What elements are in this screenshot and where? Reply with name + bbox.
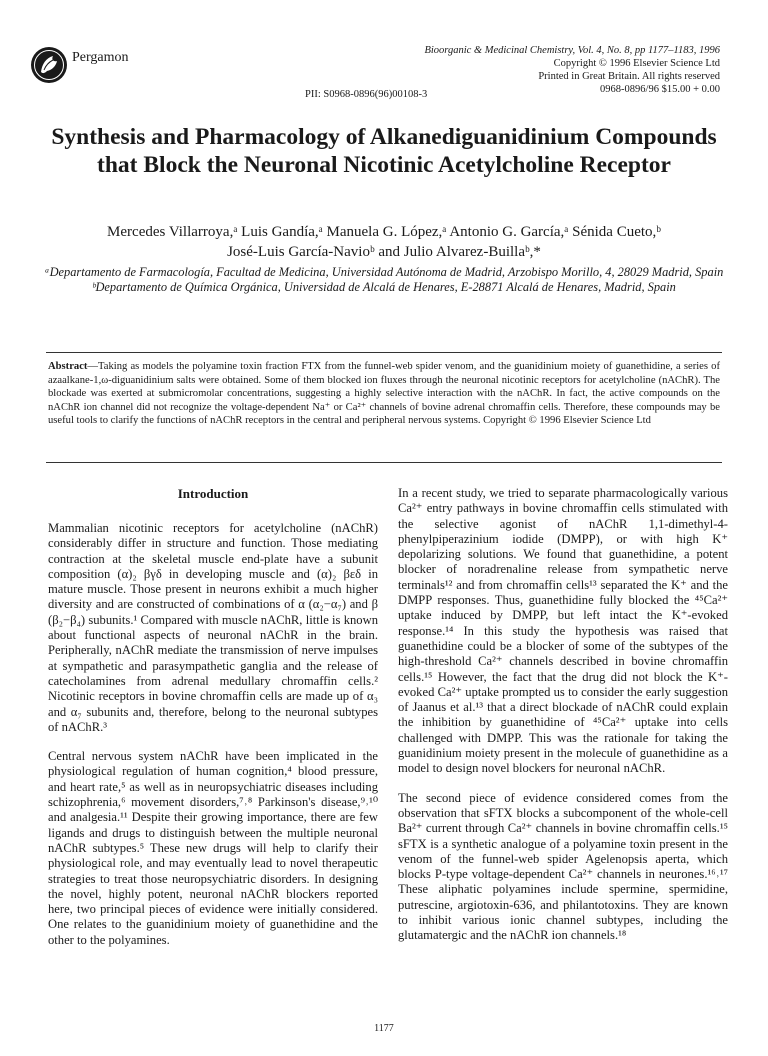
abstract-label: Abstract bbox=[48, 361, 88, 372]
abstract bbox=[48, 360, 720, 428]
publisher-name: Pergamon bbox=[72, 50, 129, 65]
page-number: 1177 bbox=[374, 1023, 394, 1034]
left-column bbox=[48, 486, 378, 962]
abstract-top-rule bbox=[46, 352, 722, 353]
affiliation-a: ᵃDepartamento de Farmacología, Facultad de Medicina, Universidad Autónoma de Madrid, Arzobispo Morillo, 4, 28029 Madrid, Spain bbox=[44, 265, 724, 279]
right-column bbox=[398, 486, 728, 958]
copyright-line: Copyright © 1996 Elsevier Science Ltd bbox=[553, 58, 720, 69]
abstract-text: —Taking as models the polyamine toxin fraction FTX from the funnel-web spider venom, and the guanidinium moiety of guanethidine, a series of azaalkane-1,ω-diguanidinium salts were obtained. Some of them blocked ion fluxes through the neuronal nicotinic receptors for acetylcholine (nAChR). The blockade was exerted at submicromolar concentrations, suggesting a highly selective interaction with the nAChR. In fact, the active compounds on the nAChR ion channel did not recognize the voltage-dependent Na⁺ or Ca²⁺ channels of bovine adrenal chromaffin cells. Therefore, these compounds may be useful tools to clarify the functions of nAChR receptors in the central and peripheral nervous systems. Copyright © 1996 Elsevier Science Ltd bbox=[48, 361, 720, 426]
abstract-bottom-rule bbox=[46, 462, 722, 463]
issn-line: 0968-0896/96 $15.00 + 0.00 bbox=[600, 84, 720, 95]
author-list bbox=[40, 222, 728, 262]
printed-line: Printed in Great Britain. All rights reserved bbox=[538, 71, 720, 82]
affiliations bbox=[30, 265, 738, 295]
authors-line-2: José-Luis García-Navioᵇ and Julio Alvarez-Buillaᵇ,* bbox=[227, 244, 541, 260]
authors-line-1: Mercedes Villarroya,ᵃ Luis Gandía,ᵃ Manuela G. López,ᵃ Antonio G. García,ᵃ Sénida Cueto,ᵇ bbox=[107, 224, 661, 240]
journal-citation: Bioorganic & Medicinal Chemistry, Vol. 4, No. 8, pp 1177–1183, 1996 bbox=[424, 45, 720, 56]
pergamon-logo-icon bbox=[30, 46, 68, 84]
pii-identifier: PII: S0968-0896(96)00108-3 bbox=[305, 89, 428, 100]
paper-title: Synthesis and Pharmacology of Alkanediguanidinium Compounds that Block the Neuronal Nicotinic Acetylcholine Receptor bbox=[51, 124, 717, 178]
body-paragraph: The second piece of evidence considered comes from the observation that sFTX blocks a subcomponent of the whole-cell Ba²⁺ current through Ca²⁺ channels in bovine chromaffin cells.¹⁵ sFTX is a synthetic analogue of a polyamine toxin present in the venom of the funnel-web spider Agelenopsis aperta, which blocks P-type voltage-dependent Ca²⁺ channels in neurones.¹⁶˒¹⁷ These aliphatic polyamines include spermine, spermidine, putrescine, argiotoxin-636, and philantotoxins. They are known to inhibit various ionic channel subtypes, including the glutamatergic and the nAChR ion channels.¹⁸ bbox=[398, 790, 728, 943]
body-paragraph: Central nervous system nAChR have been implicated in the physiological regulation of human cognition,⁴ blood pressure, and heart rate,⁵ as well as in neuropsychiatric diseases including schizophrenia,⁶ movement disorders,⁷˒⁸ Parkinson's disease,⁹˒¹⁰ and analgesia.¹¹ Despite their growing importance, there are few ligands and drugs to distinguish between the multiple neuronal nAChR subtypes.⁵ These new drugs will help to clarify their physiological role, and may eventually lead to novel therapeutic strategies to treat those neuropsychiatric disorders. In designing the novel, highly potent, neuronal nAChR blockers reported here, two principal pieces of evidence were initially considered. One relates to the guanidinium moiety of guanethidine and the other to the polyamines. bbox=[48, 749, 378, 947]
affiliation-b: ᵇDepartamento de Química Orgánica, Universidad de Alcalá de Henares, E-28871 Alcalá de Henares, Madrid, Spain bbox=[92, 280, 676, 294]
body-paragraph: Mammalian nicotinic receptors for acetylcholine (nAChR) considerably differ in structure and function. Those mediating contraction at the skeletal muscle end-plate have a subunit composition (α)₂ βγδ in developing muscle and (α)₂ βεδ in mature muscle. Those present in neurons exhibit a much higher diversity and are constructed of combinations of α (α₂−α₇) and β (β₂−β₄) subunits.¹ Compared with muscle nAChR, little is known about functional aspects of neuronal nAChR in the brain. Peripherally, nAChR mediate the transmission of nerve impulses at sympathetic and parasympathetic ganglia and the release of catecholamines from adrenal medullary chromaffin cells.² Nicotinic receptors in bovine chromaffin cells are made up of α₃ and α₇ subunits and, therefore, belong to the neuronal subtypes of nAChR.³ bbox=[48, 521, 378, 734]
introduction-heading: Introduction bbox=[177, 486, 249, 501]
body-paragraph: In a recent study, we tried to separate pharmacologically various Ca²⁺ entry pathways in bovine chromaffin cells stimulated with the selective agonist of nAChR 1,1-dimethyl-4-phenylpiperazinium iodide (DMPP), or with high K⁺ depolarizing solutions. We found that guanethidine, a potent blocker of noradrenaline release from sympathetic nerve terminals¹² and from chromaffin cells¹³ separated the K⁺ and the DMPP responses. Thus, guanethidine fully blocked the ⁴⁵Ca²⁺ uptake induced by DMPP, but left intact the K⁺-evoked response.¹⁴ In this study the hypothesis was raised that guanethidine could be a blocker of some of the subtypes of the high-threshold Ca²⁺ channels described in bovine chromaffin cells.¹⁵ However, the fact that the drug did not block the K⁺-evoked Ca²⁺ uptake prompted us to consider the early suggestion of Jaanus et al.¹³ that a direct blockade of nAChR could explain the inhibition by guanethidine of ⁴⁵Ca²⁺ uptake into cells challenged with DMPP. This was the rationale for taking the guanidinium moiety present in the molecule of guanethidine as a model to design novel blockers for neuronal nAChR. bbox=[398, 486, 728, 776]
journal-info bbox=[424, 44, 720, 96]
